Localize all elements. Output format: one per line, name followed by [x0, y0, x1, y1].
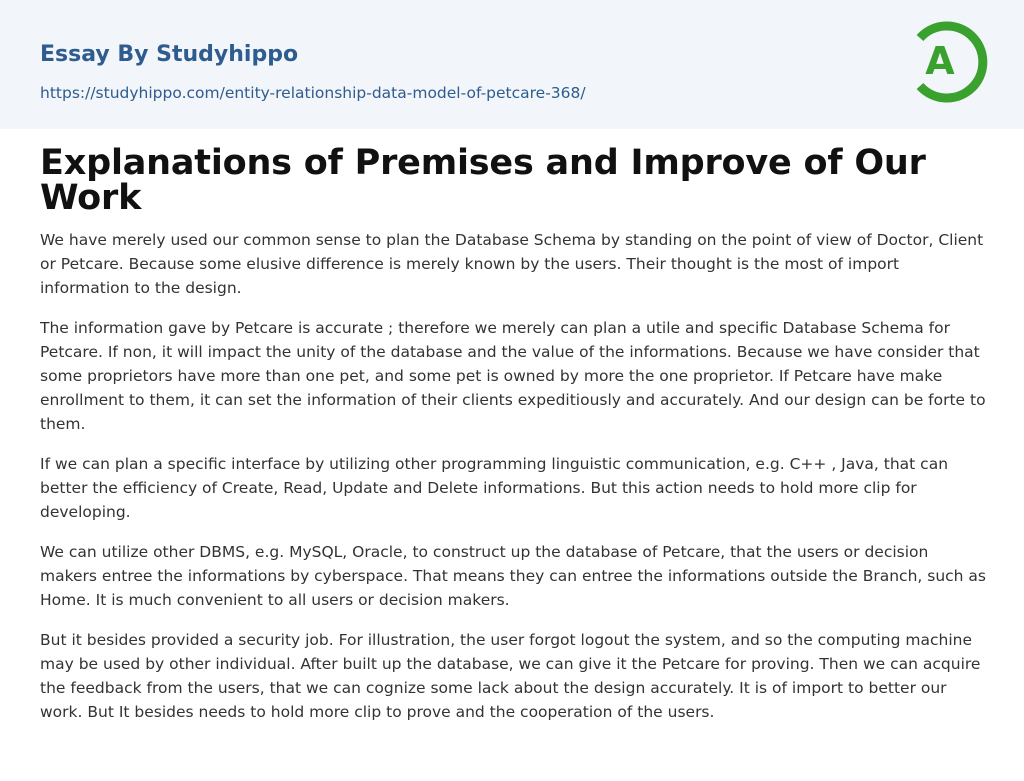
studyhippo-logo-icon[interactable]: [910, 18, 990, 106]
logo-letter: A: [925, 39, 955, 83]
essay-title: Explanations of Premises and Improve of Our Work: [40, 143, 926, 218]
essay-paragraph: We have merely used our common sense to plan the Database Schema by standing on the point of view of Doctor, Client or Petcare. Because some elusive difference is merely known by the users. Their thought is the most of import information to the design.: [40, 231, 984, 297]
essay-paragraph: But it besides provided a security job. For illustration, the user forgot logout the system, and so the computing machine may be used by other individual. After built up the database, we can give it the Petcare for proving. Then we can acquire the feedback from the users, that we can cognize some lack about the design accurately. It is of import to better our work. But It besides needs to hold more clip to prove and the cooperation of the users.: [40, 631, 981, 721]
essay-paragraph: We can utilize other DBMS, e.g. MySQL, Oracle, to construct up the database of Petcare, that the users or decision makers entree the informations by cyberspace. That means they can entree the informations outside the Branch, such as Home. It is much convenient to all users or decision makers.: [40, 543, 986, 609]
essay-content: [40, 143, 990, 724]
essay-paragraph: If we can plan a specific interface by utilizing other programming linguistic communication, e.g. C++ , Java, that can better the efficiency of Create, Read, Update and Delete informations. But this action needs to hold more clip for developing.: [40, 455, 949, 521]
site-header: [0, 0, 1024, 129]
source-url-link[interactable]: https://studyhippo.com/entity-relationship-data-model-of-petcare-368/: [40, 84, 586, 102]
essay-paragraph: The information gave by Petcare is accurate ; therefore we merely can plan a utile and specific Database Schema for Petcare. If non, it will impact the unity of the database and the value of the informations. Because we have consider that some proprietors have more than one pet, and some pet is owned by more the one proprietor. If Petcare have make enrollment to them, it can set the information of their clients expeditiously and accurately. And our design can be forte to them.: [40, 319, 986, 433]
site-brand[interactable]: Essay By Studyhippo: [40, 42, 299, 67]
